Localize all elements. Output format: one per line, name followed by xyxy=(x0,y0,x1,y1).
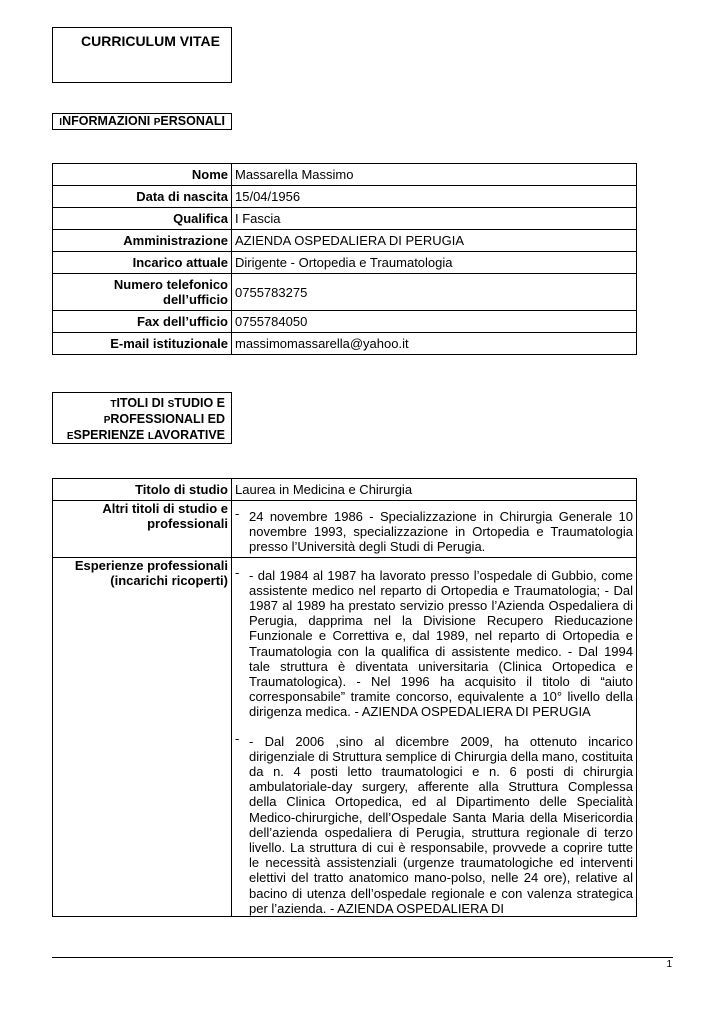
field-label: Incarico attuale xyxy=(53,252,232,274)
field-label: Qualifica xyxy=(53,208,232,230)
table-row xyxy=(53,208,637,230)
studies-table xyxy=(52,478,637,917)
field-label: Nome xyxy=(53,164,232,186)
table-row xyxy=(53,557,637,916)
list-item xyxy=(235,730,633,916)
table-row xyxy=(53,164,637,186)
cv-title: CURRICULUM VITAE xyxy=(81,33,220,49)
table-row xyxy=(53,333,637,355)
field-value: Dirigente - Ortopedia e Traumatologia xyxy=(232,252,637,274)
cv-title-box xyxy=(52,27,232,83)
list-item-text: - Dal 2006 ,sino al dicembre 2009, ha ottenuto incarico dirigenziale di Struttura semplice di Chirurgia della mano, costituita da n. 4 posti letto traumatologici e n. 6 posti di chirurgia ambulatoriale-day surgery, afferente alla Struttura Complessa della Clinica Ortopedica, ed al Dipartimento delle Specialità Medico-chirurgiche, dell’Ospedale Santa Maria della Misericordia dell’azienda ospedaliera di Perugia, struttura regionale di terzo livello. La struttura di cui è responsabile, provvede a coprire tutte le necessità assistenziali (urgenze traumatologiche ed interventi elettivi del tratto anatomico mano-polso, nelle 24 ore), relative al bacino di utenza dell’ospedale regionale e con valenza strategica per l’azienda. - AZIENDA OSPEDALIERA DI xyxy=(249,733,633,916)
field-label: Amministrazione xyxy=(53,230,232,252)
bullet-dash: - xyxy=(235,730,240,746)
field-label xyxy=(53,557,232,916)
list-item xyxy=(235,564,633,720)
field-value: I Fascia xyxy=(232,208,637,230)
field-label: Data di nascita xyxy=(53,186,232,208)
section-personal-info-heading: INFORMAZIONI PERSONALI xyxy=(59,114,225,128)
field-label-line: Esperienze professionali xyxy=(74,557,228,573)
bullet-dash: - xyxy=(235,506,240,521)
field-value xyxy=(232,557,637,916)
list-item-text: - dal 1984 al 1987 ha lavorato presso l’ospedale di Gubbio, come assistente medico nel reparto di Ortopedia e Traumatologia; - Dal 1987 al 1989 ha prestato servizio presso l’Azienda Ospedaliera di Perugia, dapprima nel la Divisione Recupero Rieducazione Funzionale e Correttiva e, dal 1989, nel reparto di Ortopedia e Traumatologia con la qualifica di assistente medico. - Dal 1994 tale struttura è diventata universitaria (Clinica Ortopedica e Traumatologica). - Nel 1996 ha acquisito il titolo di “aiuto corresponsabile” tramite concorso, equivalente a 10° livello della dirigenza medica. - AZIENDA OSPEDALIERA DI PERUGIA xyxy=(249,567,633,720)
table-row xyxy=(53,274,637,311)
field-value: 0755784050 xyxy=(232,311,637,333)
field-label xyxy=(53,274,232,311)
footer-divider xyxy=(52,957,673,958)
page-number: 1 xyxy=(666,959,672,970)
list-item-text: 24 novembre 1986 - Specializzazione in Chirurgia Generale 10 novembre 1993, specializzazione in Ortopedia e Traumatologia presso l’Università degli Studi di Perugia. xyxy=(249,509,633,555)
table-row xyxy=(53,230,637,252)
table-row xyxy=(53,252,637,274)
field-label-line: (incarichi ricoperti) xyxy=(110,572,228,588)
field-label: Titolo di studio xyxy=(53,479,232,501)
field-label xyxy=(53,501,232,558)
section-heading-line: ESPERIENZE LAVORATIVE xyxy=(66,428,225,442)
section-studies-experience xyxy=(52,392,232,444)
personal-info-table xyxy=(52,163,637,355)
bullet-dash: - xyxy=(235,564,240,580)
field-label: Fax dell’ufficio xyxy=(53,311,232,333)
field-label: E-mail istituzionale xyxy=(53,333,232,355)
field-value: 0755783275 xyxy=(232,274,637,311)
field-label-line: dell’ufficio xyxy=(163,292,228,307)
table-row xyxy=(53,311,637,333)
field-value: 15/04/1956 xyxy=(232,186,637,208)
table-row xyxy=(53,479,637,501)
section-heading-line: TITOLI DI STUDIO E xyxy=(110,396,225,410)
field-value: Massarella Massimo xyxy=(232,164,637,186)
field-label-line: professionali xyxy=(147,516,228,531)
table-row xyxy=(53,501,637,558)
field-value xyxy=(232,501,637,558)
section-heading-line: PROFESSIONALI ED xyxy=(103,412,225,426)
section-personal-info xyxy=(52,113,232,130)
field-value: massimomassarella@yahoo.it xyxy=(232,333,637,355)
table-row xyxy=(53,186,637,208)
field-label-line: Altri titoli di studio e xyxy=(102,501,228,516)
list-item xyxy=(235,506,633,555)
field-value: Laurea in Medicina e Chirurgia xyxy=(232,479,637,501)
field-value: AZIENDA OSPEDALIERA DI PERUGIA xyxy=(232,230,637,252)
field-label-line: Numero telefonico xyxy=(113,277,228,292)
